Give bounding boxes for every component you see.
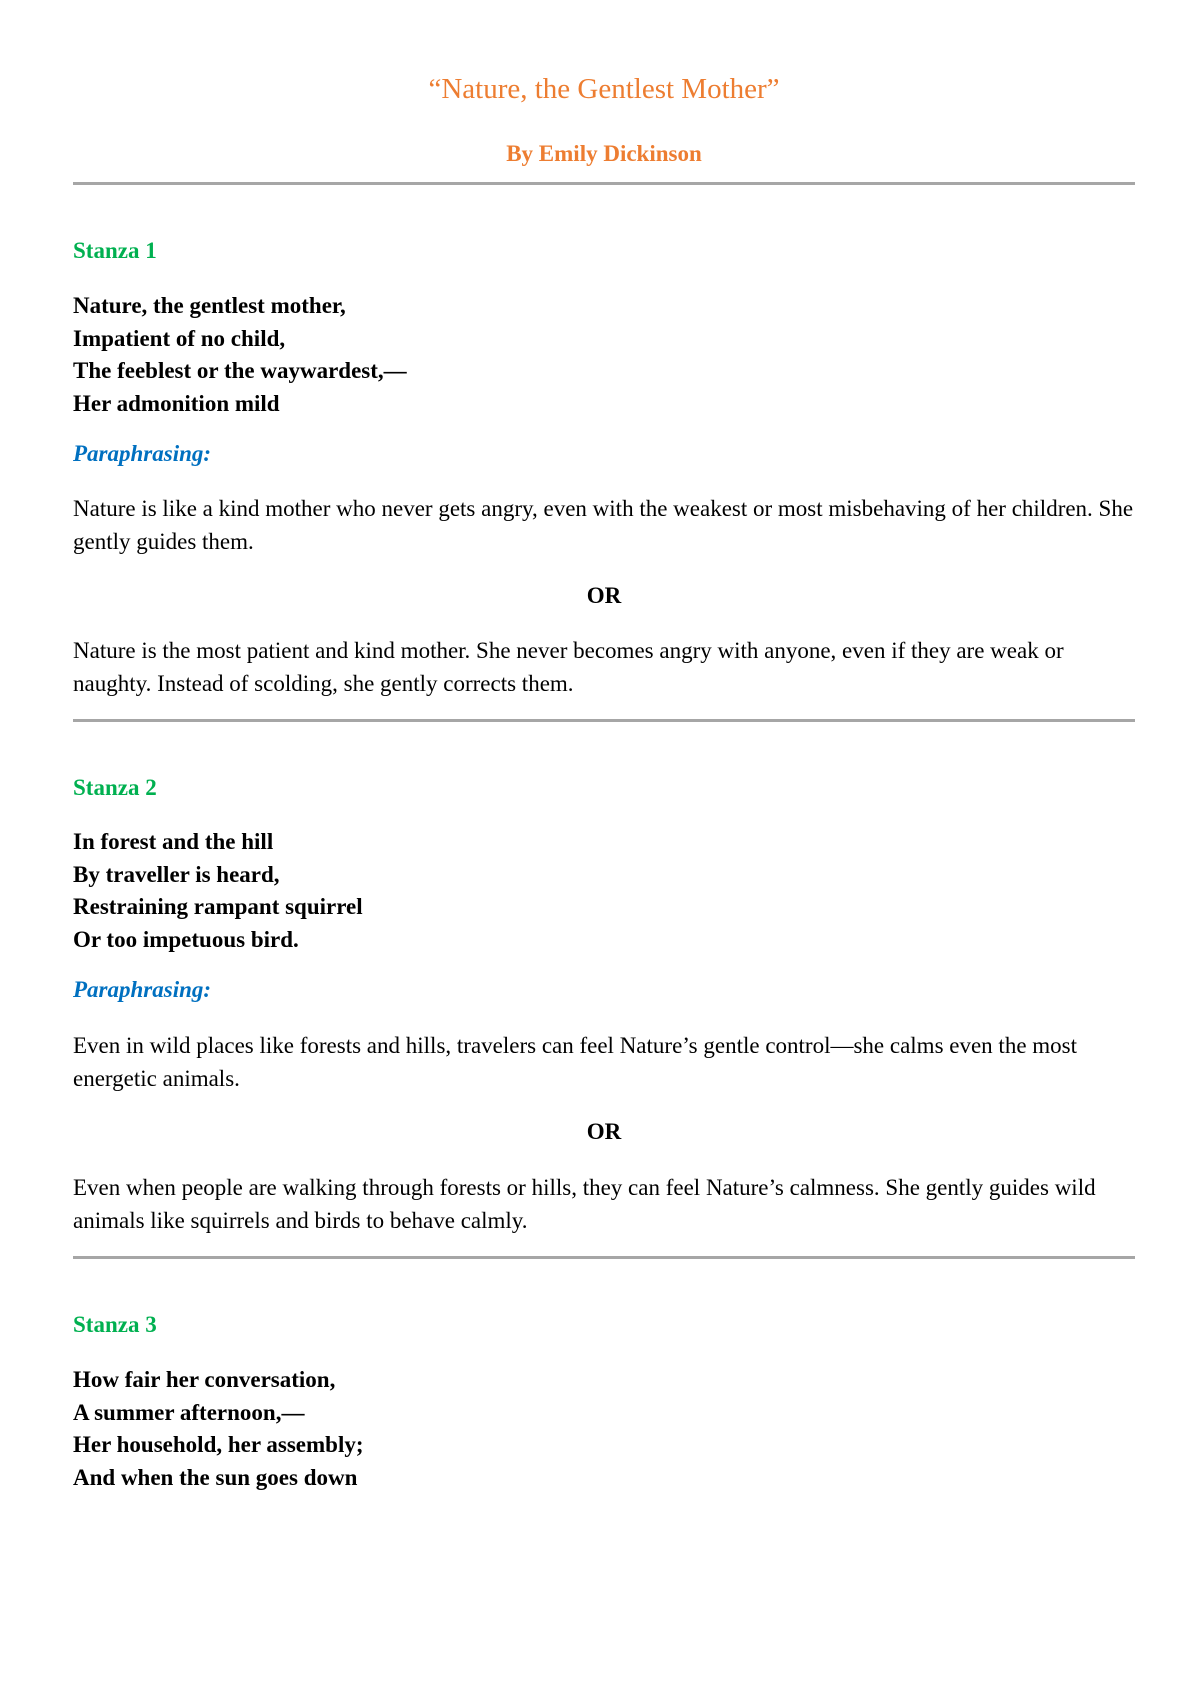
poem-author: By Emily Dickinson (506, 141, 702, 166)
poem-line: Her admonition mild (73, 390, 280, 416)
stanza-1-heading: Stanza 1 (73, 238, 157, 263)
stanza-1-paraphrasing-label: Paraphrasing: (73, 441, 212, 466)
poem-title: “Nature, the Gentlest Mother” (428, 73, 780, 105)
poem-line: The feeblest or the waywardest,— (73, 358, 407, 383)
stanza-2-poem (73, 826, 363, 956)
poem-line: And when the sun goes down (73, 1464, 358, 1490)
poem-line: A summer afternoon,— (73, 1399, 305, 1425)
poem-line: In forest and the hill (73, 829, 274, 854)
poem-line: Restraining rampant squirrel (73, 894, 363, 919)
section-divider (73, 719, 1135, 722)
stanza-2-paraphrasing-label: Paraphrasing: (73, 977, 212, 1002)
section-divider (73, 1256, 1135, 1259)
stanza-3-heading: Stanza 3 (73, 1312, 157, 1337)
stanza-2-paraphrase-1: Even in wild places like forests and hills, travelers can feel Nature’s gentle control—she calms even the most energetic animals. (73, 1033, 1078, 1091)
stanza-1-paraphrase-2: Nature is the most patient and kind mother. She never becomes angry with anyone, even if they are weak or naughty. Instead of scolding, she gently corrects them. (73, 638, 1064, 696)
stanza-1-or: OR (586, 583, 622, 608)
stanza-2-heading: Stanza 2 (73, 775, 157, 800)
stanza-1-paraphrase-1: Nature is like a kind mother who never gets angry, even with the weakest or most misbehaving of her children. She gently guides them. (73, 496, 1134, 554)
poem-line: Impatient of no child, (73, 325, 286, 351)
poem-line: How fair her conversation, (73, 1367, 336, 1392)
section-divider (73, 182, 1135, 185)
poem-line: Or too impetuous bird. (73, 926, 299, 952)
stanza-2-or: OR (586, 1119, 622, 1144)
stanza-2-paraphrase-2: Even when people are walking through forests or hills, they can feel Nature’s calmness. She gently guides wild animals like squirrels and birds to behave calmly. (73, 1175, 1096, 1233)
poem-line: By traveller is heard, (73, 861, 280, 887)
poem-line: Her household, her assembly; (73, 1432, 364, 1457)
poem-line: Nature, the gentlest mother, (73, 293, 346, 318)
stanza-1-poem (73, 290, 407, 420)
stanza-3-poem (73, 1364, 364, 1494)
